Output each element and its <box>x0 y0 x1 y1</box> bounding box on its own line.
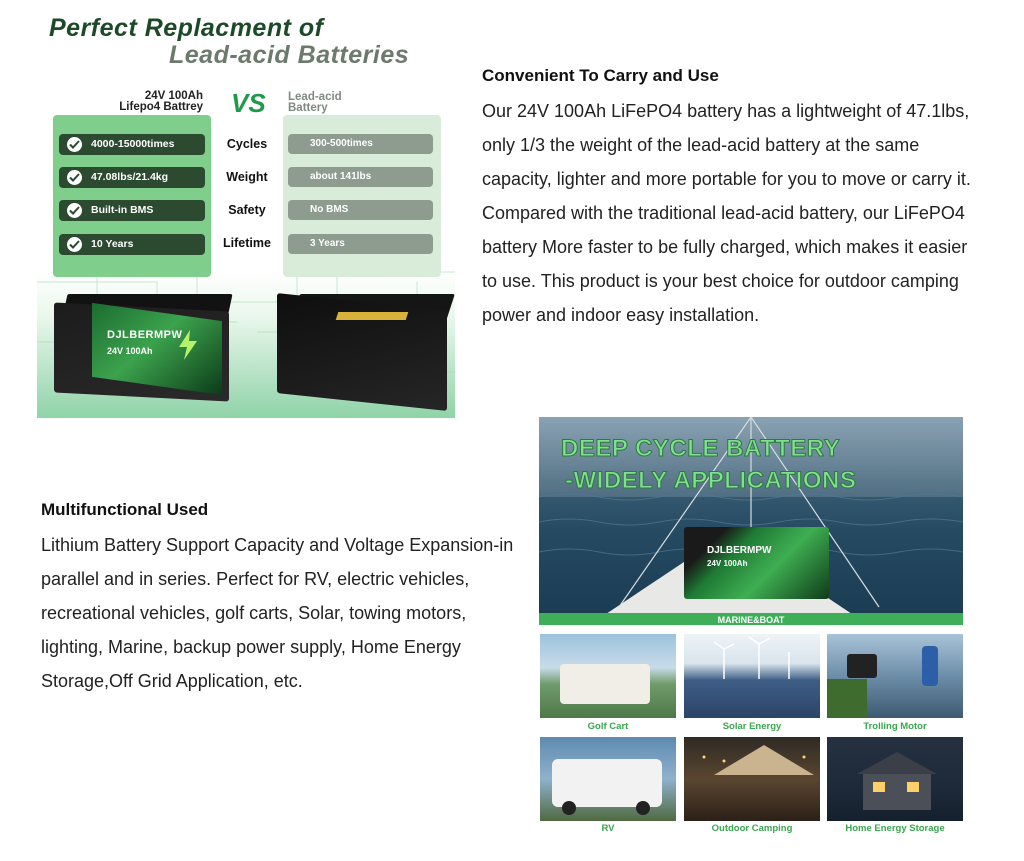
check-icon <box>67 237 82 252</box>
convenient-body: Our 24V 100Ah LiFePO4 battery has a lightweight of 47.1lbs, only 1/3 the weight of the lead-acid battery at the same capacity, lighter and more portable for you to move or carry it. Compared with the traditional lead-acid battery, our LiFePO4 battery More faster to be fully charged, which makes it easier to use. This product is your best choice for outdoor camping power and indoor easy installation. <box>482 101 971 325</box>
home-energy-caption: Home Energy Storage <box>845 823 945 834</box>
check-icon <box>67 203 82 218</box>
convenient-heading: Convenient To Carry and Use <box>482 66 719 85</box>
rv-shape <box>552 759 662 807</box>
outdoor-camping-caption: Outdoor Camping <box>711 823 793 834</box>
wheel <box>636 801 650 815</box>
battery-brand: DJLBERMPW <box>107 329 183 341</box>
golf-cart-caption: Golf Cart <box>587 721 629 732</box>
multifunctional-heading: Multifunctional Used <box>41 500 209 519</box>
boat-battery-spec: 24V 100Ah <box>707 559 748 568</box>
boat-battery <box>684 527 829 599</box>
lithium-lifetime-pill <box>59 234 205 255</box>
window <box>907 782 919 792</box>
lithium-safety-value: Built-in BMS <box>91 204 154 216</box>
leadacid-safety-pill: No BMS <box>288 200 433 220</box>
lithium-safety-pill <box>59 200 205 221</box>
metric-weight: Weight <box>226 170 268 184</box>
leadacid-cycles-pill: 300-500times <box>288 134 433 154</box>
trolling-motor-photo <box>827 634 963 718</box>
comparison-title-line1: Perfect Replacment of <box>49 14 324 42</box>
golf-cart-shape <box>560 664 650 704</box>
multifunctional-body: Lithium Battery Support Capacity and Voltage Expansion-in parallel and in series. Perfect for RV, electric vehicles, recreational vehicles, golf carts, Solar, towing motors, lighting, Marine, backup power supply, Home Energy Storage,Off Grid Application, etc. <box>41 535 514 691</box>
check-icon <box>67 170 82 185</box>
trolling-motor-caption: Trolling Motor <box>863 721 927 732</box>
motor-shape <box>847 654 877 678</box>
lithium-label: 24V 100Ah Lifepo4 Battrey <box>119 90 203 113</box>
leadacid-weight-pill: about 141lbs <box>288 167 433 187</box>
outdoor-camping-photo <box>684 737 820 821</box>
solar-energy-photo <box>684 634 820 718</box>
tent-shape <box>714 745 814 775</box>
lithium-lifetime-value: 10 Years <box>91 238 134 250</box>
solar-energy-caption: Solar Energy <box>722 721 782 732</box>
roof-shape <box>857 752 937 774</box>
leadacid-lifetime-pill: 3 Years <box>288 234 433 254</box>
vs-label: VS <box>231 88 266 118</box>
rv-caption: RV <box>601 823 615 834</box>
metric-safety: Safety <box>228 203 266 217</box>
applications-graphic <box>539 417 963 838</box>
battery-spec: 24V 100Ah <box>107 346 153 356</box>
applications-title-line1: DEEP CYCLE BATTERY <box>561 435 841 462</box>
leadacid-label: Lead-acid Battery <box>288 91 342 114</box>
home-energy-photo <box>827 737 963 821</box>
marine-photo <box>539 417 963 625</box>
leadacid-battery <box>277 293 447 411</box>
person-shape <box>922 646 938 686</box>
lithium-cycles-pill <box>59 134 205 155</box>
comparison-graphic <box>37 12 455 418</box>
lightning-icon <box>177 330 199 360</box>
marine-caption: MARINE&BOAT <box>539 613 963 625</box>
lithium-weight-value: 47.08lbs/21.4kg <box>91 171 169 183</box>
lithium-weight-pill <box>59 167 205 188</box>
rv-photo <box>540 737 676 821</box>
lithium-cycles-value: 4000-15000times <box>91 138 175 150</box>
golf-cart-photo <box>540 634 676 718</box>
wheel <box>562 801 576 815</box>
leadacid-battery-strip <box>336 312 409 320</box>
trees <box>827 679 867 718</box>
applications-title-line2: -WIDELY APPLICATIONS <box>565 467 857 494</box>
boat-battery-brand: DJLBERMPW <box>707 545 772 556</box>
wind-turbine-icon <box>684 634 820 718</box>
window <box>873 782 885 792</box>
metric-cycles: Cycles <box>226 137 268 151</box>
metric-lifetime: Lifetime <box>223 236 271 250</box>
house-shape <box>863 774 931 810</box>
check-icon <box>67 137 82 152</box>
comparison-title-line2: Lead-acid Batteries <box>169 41 410 69</box>
